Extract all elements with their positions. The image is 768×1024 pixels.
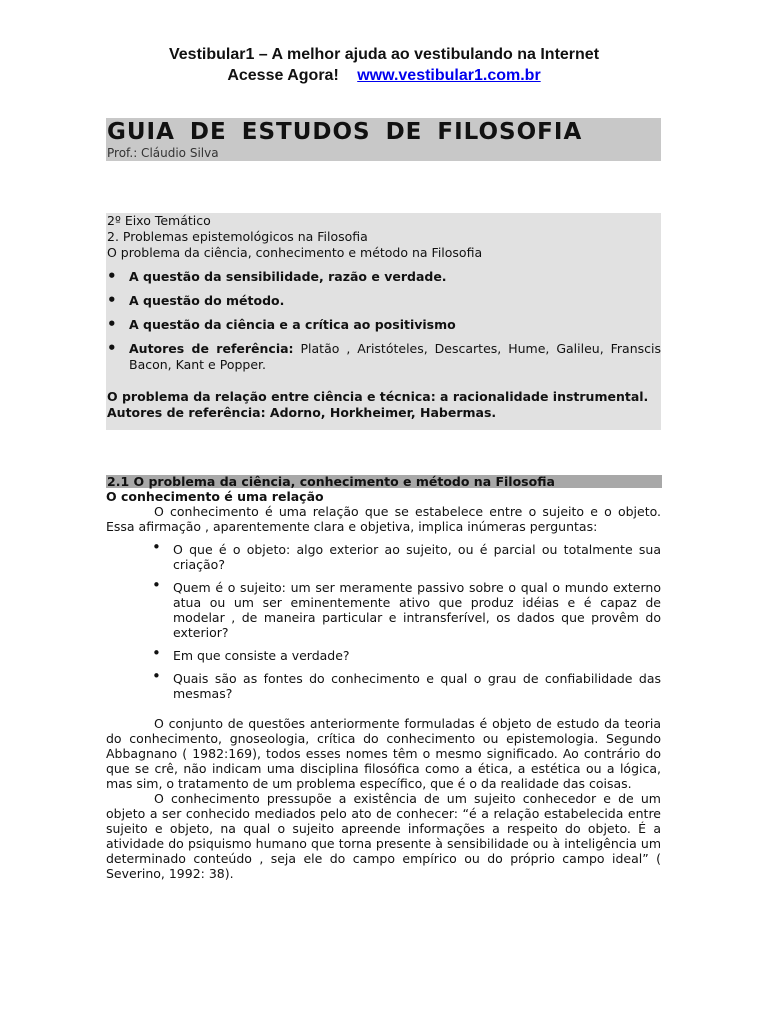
question-item: • O que é o objeto: algo exterior ao sujeito, ou é parcial ou totalmente sua criação?: [152, 538, 661, 572]
bullet-icon: •: [107, 291, 117, 309]
question-item: • Quem é o sujeito: um ser meramente passivo sobre o qual o mundo externo atua ou um ser eminentemente ativo que produz idéias e é capaz de modelar , de maneira particular e intransferível, os dados que provêm do exterior?: [152, 576, 661, 640]
section-body: [106, 489, 661, 881]
axis-topic: 2. Problemas epistemológicos na Filosofia: [107, 229, 368, 244]
section-subheading: O conhecimento é uma relação: [106, 489, 324, 504]
bullet-icon: •: [107, 267, 117, 285]
access-label: Acesse Agora!: [227, 67, 339, 84]
bullet-icon: •: [107, 315, 117, 333]
paragraph-1: O conjunto de questões anteriormente formuladas é objeto de estudo da teoria do conhecimento, gnoseologia, crítica do conhecimento ou epistemologia. Segundo Abbagnano ( 1982:169), todos esses nomes têm o mesmo significado. Ao contrário do que se crê, não indicam uma disciplina filosófica como a ética, a estética ou a lógica, mas sim, o tratamento de um problema específico, que é o da realidade das coisas.: [106, 716, 661, 791]
technique-problem: O problema da relação entre ciência e técnica: a racionalidade instrumental.: [107, 389, 649, 404]
site-link[interactable]: www.vestibular1.com.br: [357, 67, 541, 84]
paragraph-2: O conhecimento pressupõe a existência de um sujeito conhecedor e de um objeto a ser conhecido mediados pelo ato de conhecer: “é a relação estabelecida entre sujeito e objeto, na qual o sujeito apreende informações a respeito do objeto. É a atividade do psiquismo humano que torna presente à sensibilidade ou à inteligência um determinado conteúdo , seja ele do campo empírico ou do próprio campo ideal” ( Severino, 1992: 38).: [106, 791, 661, 881]
axis-problem: O problema da ciência, conhecimento e método na Filosofia: [107, 245, 483, 260]
page-title: GUIA DE ESTUDOS DE FILOSOFIA: [107, 119, 583, 145]
bullet-icon: •: [152, 538, 161, 556]
author-line: Prof.: Cláudio Silva: [107, 146, 219, 160]
section-heading: 2.1 O problema da ciência, conhecimento e método na Filosofia: [106, 475, 662, 488]
bullet-icon: •: [107, 339, 117, 357]
question-item: • Em que consiste a verdade?: [152, 644, 350, 663]
axis-label: 2º Eixo Temático: [107, 213, 211, 228]
bullet-icon: •: [152, 576, 161, 594]
axis-box: [106, 213, 661, 430]
bullet-icon: •: [152, 644, 161, 662]
axis-bullet: • A questão da ciência e a crítica ao positivismo: [107, 315, 456, 333]
intro-paragraph: O conhecimento é uma relação que se estabelece entre o sujeito e o objeto. Essa afirmação , aparentemente clara e objetiva, implica inúmeras perguntas:: [106, 504, 661, 534]
header-tagline: Vestibular1 – A melhor ajuda ao vestibulando na Internet: [168, 46, 600, 63]
axis-authors: • Autores de referência: Platão , Aristóteles, Descartes, Hume, Galileu, Franscis Bacon, Kant e Popper.: [107, 339, 661, 372]
bullet-icon: •: [152, 667, 161, 685]
question-item: • Quais são as fontes do conhecimento e qual o grau de confiabilidade das mesmas?: [152, 667, 661, 701]
title-box: [106, 118, 661, 161]
site-header: [0, 44, 768, 86]
header-access-line: [0, 65, 768, 86]
axis-bullet: • A questão do método.: [107, 291, 285, 309]
technique-authors: Autores de referência: Adorno, Horkheimer, Habermas.: [107, 405, 497, 420]
axis-bullet: • A questão da sensibilidade, razão e verdade.: [107, 267, 447, 285]
